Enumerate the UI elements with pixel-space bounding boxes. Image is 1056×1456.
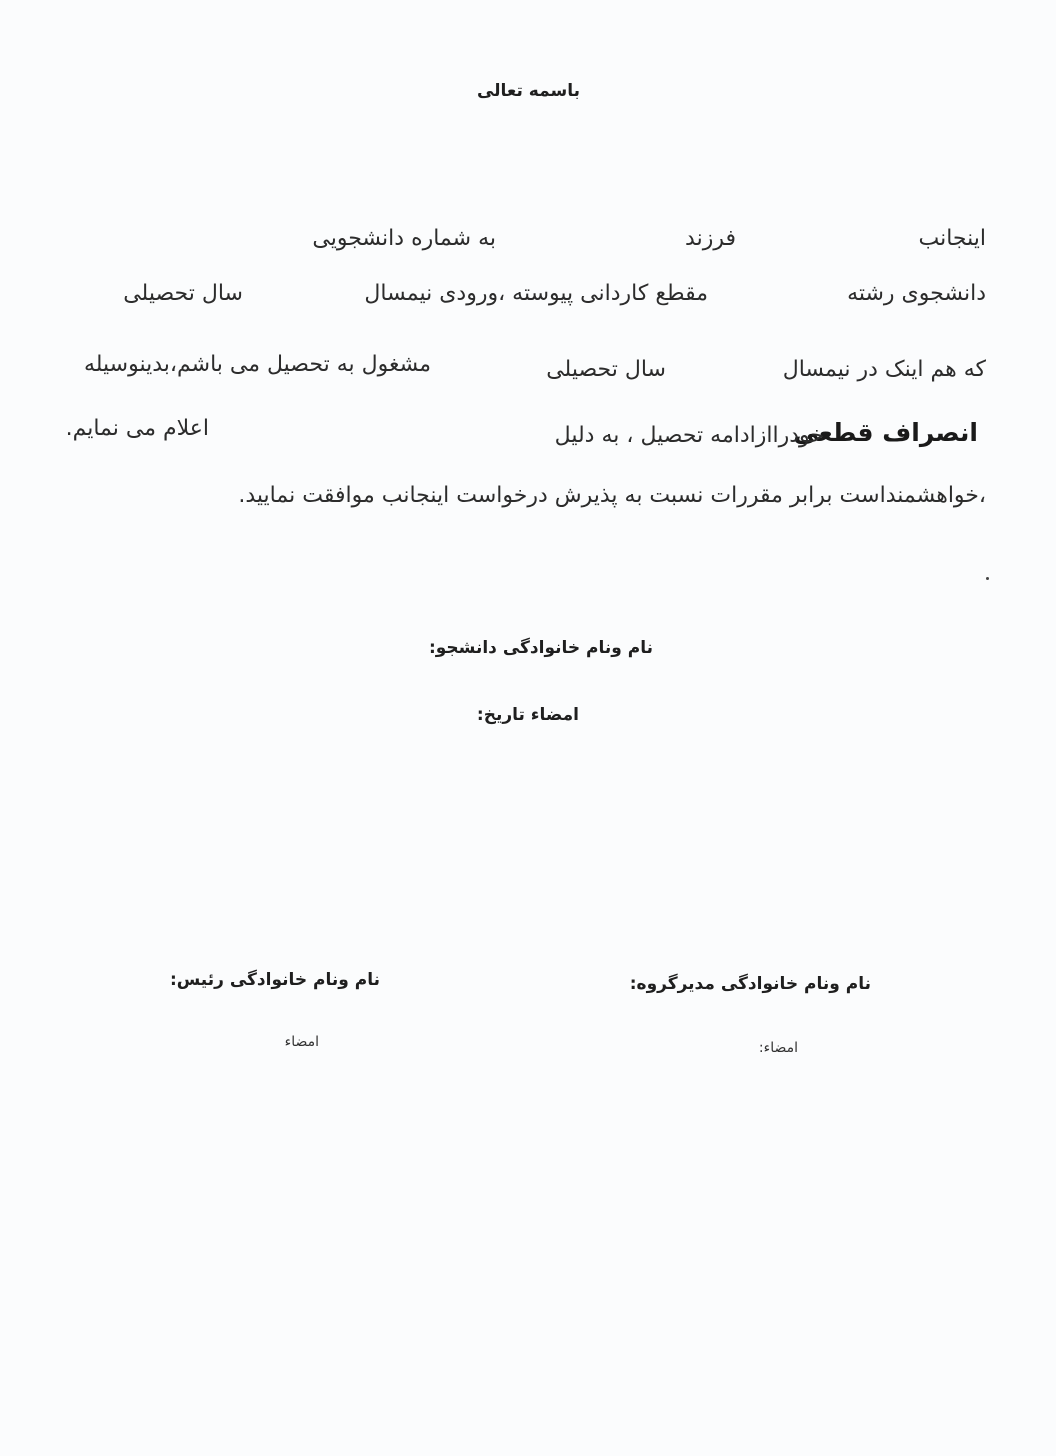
semester-label: که هم اینک در نیمسال bbox=[782, 357, 986, 382]
academic-year-label-2: سال تحصیلی bbox=[546, 357, 666, 382]
withdrawal-reason-label: خودراازادامه تحصیل ، به دلیل bbox=[554, 423, 824, 448]
student-number-label: به شماره دانشجویی bbox=[312, 226, 496, 251]
level-entry-label: مقطع کاردانی پیوسته ،ورودی نیمسال bbox=[364, 281, 708, 306]
studying-hereby-label: مشغول به تحصیل می باشم،بدینوسیله bbox=[83, 352, 431, 377]
stray-mark bbox=[986, 577, 989, 580]
announce-label: اعلام می نمایم. bbox=[65, 416, 209, 441]
academic-year-label-1: سال تحصیلی bbox=[123, 281, 243, 306]
request-sentence: ،خواهشمنداست برابر مقررات نسبت به پذیرش درخواست اینجانب موافقت نمایید. bbox=[238, 483, 986, 508]
group-head-name-label: نام ونام خانوادگی مدیرگروه: bbox=[629, 974, 871, 994]
head-name-label: نام ونام خانوادگی رئیس: bbox=[169, 970, 380, 990]
field-label: دانشجوی رشته bbox=[847, 281, 986, 306]
student-sign-date-label: امضاء تاریخ: bbox=[476, 705, 579, 725]
student-name-label: نام ونام خانوادگی دانشجو: bbox=[428, 638, 653, 658]
page-title: باسمه تعالی bbox=[476, 81, 580, 101]
group-head-sign-label: امضاء: bbox=[758, 1040, 798, 1056]
head-sign-label: امضاء bbox=[284, 1034, 319, 1050]
child-of-label: فرزند bbox=[685, 226, 736, 251]
withdrawal-emphasis: انصراف قطعی bbox=[793, 418, 978, 447]
applicant-label: اینجانب bbox=[918, 226, 986, 251]
